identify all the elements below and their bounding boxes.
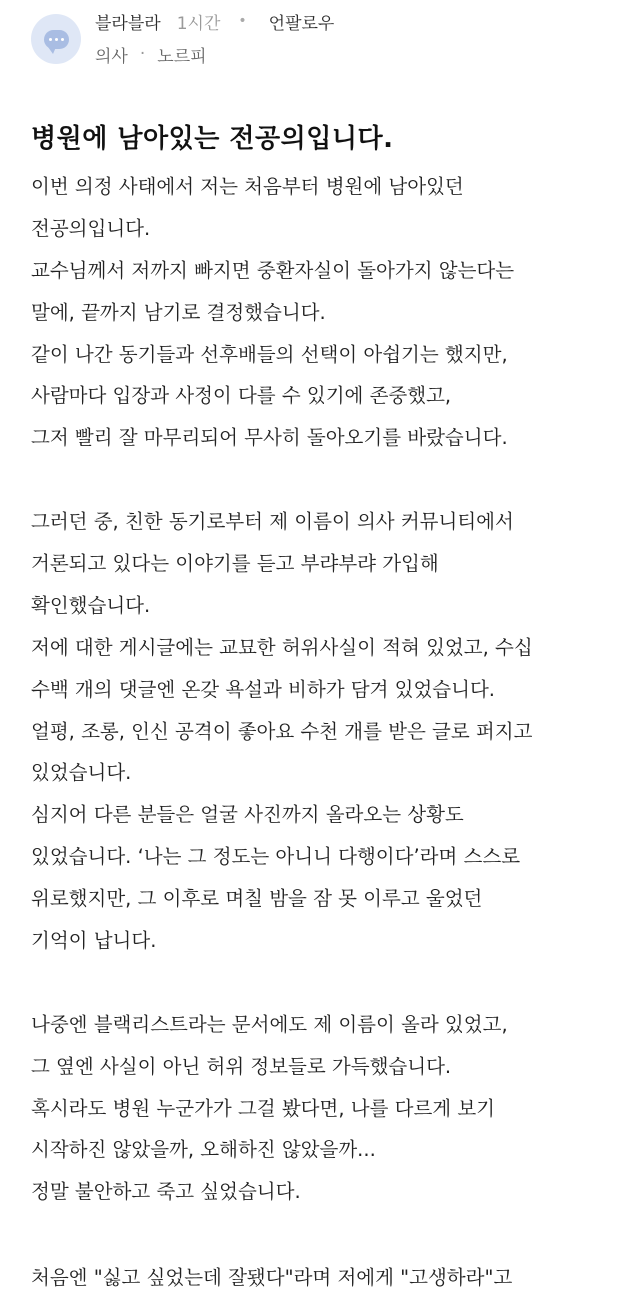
post-body-line: 얼평, 조롱, 인신 공격이 좋아요 수천 개를 받은 글로 퍼지고 [31,719,533,743]
post-body-line: 그저 빨리 잘 마무리되어 무사히 돌아오기를 바랐습니다. [31,426,508,450]
post-body-line: 기억이 납니다. [31,929,157,953]
post-header [0,0,640,80]
occupation-label: 의사 [95,46,128,67]
post-body-line: 심지어 다른 분들은 얼굴 사진까지 올라오는 상황도 [31,803,464,827]
post-body-line: 시작하진 않았을까, 오해하진 않았을까... [31,1138,376,1162]
post-body-line: 그러던 중, 친한 동기로부터 제 이름이 의사 커뮤니티에서 [31,510,514,534]
channel-label[interactable]: 노르피 [157,46,207,67]
post-body-line: 위로했지만, 그 이후로 며칠 밤을 잠 못 이루고 울었던 [31,887,483,911]
separator-dot: • [238,13,247,29]
author-name[interactable]: 블라블라 [95,13,161,34]
post-body-line-cut: 처음엔 "싫고 싶었는데 잘됐다"라며 저에게 "고생하라"고 [31,1266,513,1289]
post-body-line: 있었습니다. [31,761,132,785]
avatar[interactable] [31,14,81,64]
post-title: 병원에 남아있는 전공의입니다. [31,124,394,154]
post-body-line: 정말 불안하고 죽고 싶었습니다. [31,1180,301,1204]
post-body-line: 교수님께서 저까지 빠지면 중환자실이 돌아가지 않는다는 [31,258,515,282]
paragraph-gap [31,962,621,1004]
speech-bubble-icon [44,30,69,49]
post-body-line: 있었습니다. ‘나는 그 정도는 아니니 다행이다’라며 스스로 [31,845,521,869]
post-body-line: 전공의입니다. [31,216,151,240]
dot-icon [55,38,58,41]
post-body-line: 나중엔 블랙리스트라는 문서에도 제 이름이 올라 있었고, [31,1012,508,1036]
post-body-line: 수백 개의 댓글엔 온갖 욕설과 비하가 담겨 있었습니다. [31,677,496,701]
post-time: 1시간 [176,13,221,34]
dot-icon [49,38,52,41]
post-body-line: 혹시라도 병원 누군가가 그걸 봤다면, 나를 다르게 보기 [31,1096,496,1120]
paragraph-gap [31,459,621,501]
dot-icon [61,38,64,41]
post-body-line: 저에 대한 게시글에는 교묘한 허위사실이 적혀 있었고, 수십 [31,635,533,659]
post-body-line: 그 옆엔 사실이 아닌 허위 정보들로 가득했습니다. [31,1054,452,1078]
post-body-line: 같이 나간 동기들과 선후배들의 선택이 아쉽기는 했지만, [31,342,508,366]
author-meta-row [95,43,207,65]
author-row [95,10,334,32]
middle-dot: · [139,44,146,64]
post-body [31,166,621,1213]
post-body-line: 확인했습니다. [31,593,151,617]
unfollow-button[interactable]: 언팔로우 [268,13,335,34]
post-body-line: 사람마다 입장과 사정이 다를 수 있기에 존중했고, [31,384,452,408]
post-body-line: 거론되고 있다는 이야기를 듣고 부랴부랴 가입해 [31,552,439,576]
post-body-line: 말에, 끝까지 남기로 결정했습니다. [31,300,326,324]
post-body-line: 이번 의정 사태에서 저는 처음부터 병원에 남아있던 [31,175,464,198]
